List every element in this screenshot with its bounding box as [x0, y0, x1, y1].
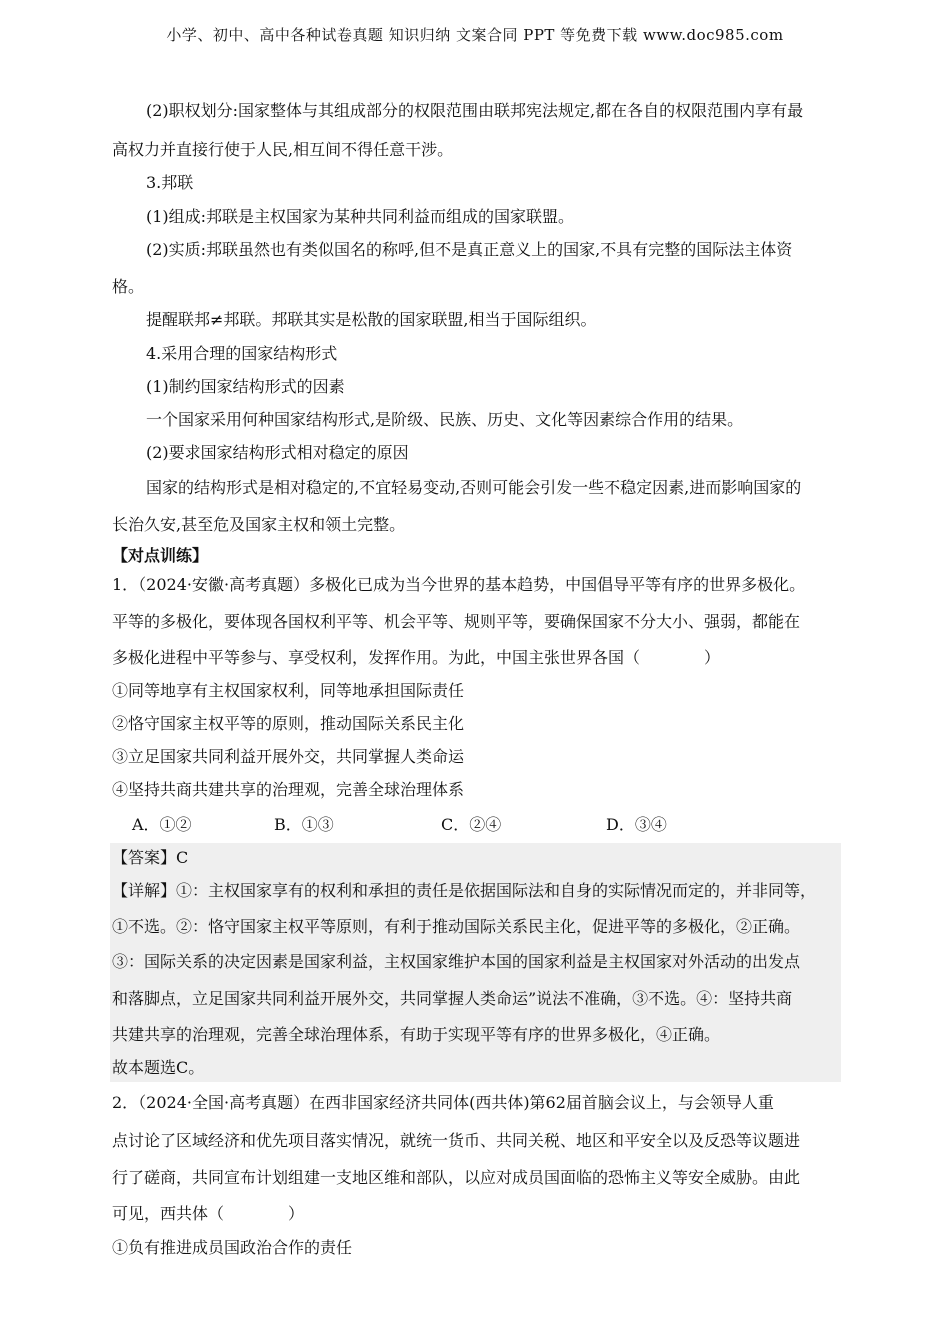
explanation-line: 共建共享的治理观，完善全球治理体系，有助于实现平等有序的世界多极化，④正确。: [112, 1025, 721, 1044]
statement-2: ②恪守国家主权平等的原则，推动国际关系民主化: [112, 714, 465, 733]
paragraph-line: (1)组成:邦联是主权国家为某种共同利益而组成的国家联盟。: [146, 207, 575, 226]
question-1-line: 平等的多极化，要体现各国权利平等、机会平等、规则平等，要确保国家不分大小、强弱，都能在: [112, 612, 801, 631]
option-b: B．①③: [274, 815, 334, 834]
option-c: C．②④: [441, 815, 502, 834]
subheading-4: 4.采用合理的国家结构形式: [146, 344, 338, 363]
paragraph-line: (1)制约国家结构形式的因素: [146, 377, 345, 396]
statement-4: ④坚持共商共建共享的治理观，完善全球治理体系: [112, 780, 465, 799]
paragraph-line: (2)职权划分:国家整体与其组成部分的权限范围由联邦宪法规定,都在各自的权限范围内享有最: [146, 101, 804, 120]
explanation-line: ①不选。②：恪守国家主权平等原则，有利于推动国际关系民主化，促进平等的多极化，②正确。: [112, 917, 801, 936]
paragraph-line: (2)要求国家结构形式相对稳定的原因: [146, 443, 409, 462]
reminder-line: 提醒联邦≠邦联。邦联其实是松散的国家联盟,相当于国际组织。: [146, 310, 597, 329]
paragraph-line: 国家的结构形式是相对稳定的,不宜轻易变动,否则可能会引发一些不稳定因素,进而影响国家的: [146, 478, 802, 497]
paragraph-line: 高权力并直接行使于人民,相互间不得任意干涉。: [112, 140, 454, 159]
explanation-line: 和落脚点，立足国家共同利益开展外交，共同掌握人类命运”说法不准确，③不选。④：坚持共商: [112, 989, 793, 1008]
statement-1: ①负有推进成员国政治合作的责任: [112, 1238, 353, 1257]
statement-1: ①同等地享有主权国家权利，同等地承担国际责任: [112, 681, 465, 700]
question-2-line: 点讨论了区域经济和优先项目落实情况，就统一货币、共同关税、地区和平安全以及反恐等议题进: [112, 1131, 801, 1150]
question-2-line: 2．（2024·全国·高考真题）在西非国家经济共同体(西共体)第62届首脑会议上，与会领导人重: [112, 1093, 774, 1112]
explanation-line: 故本题选C。: [112, 1058, 205, 1077]
question-2-line: 行了磋商，共同宣布计划组建一支地区维和部队，以应对成员国面临的恐怖主义等安全威胁。由此: [112, 1168, 801, 1187]
page-header: 小学、初中、高中各种试卷真题 知识归纳 文案合同 PPT 等免费下载 www.doc985.com: [166, 26, 784, 44]
question-2-line: 可见，西共体（ ）: [112, 1204, 305, 1223]
explanation-line: ③：国际关系的决定因素是国家利益，主权国家维护本国的国家利益是主权国家对外活动的出发点: [112, 952, 801, 971]
section-title: 【对点训练】: [112, 546, 209, 565]
option-d: D．③④: [606, 815, 667, 834]
statement-3: ③立足国家共同利益开展外交，共同掌握人类命运: [112, 747, 465, 766]
paragraph-line: 长治久安,甚至危及国家主权和领土完整。: [112, 515, 406, 534]
paragraph-line: 一个国家采用何种国家结构形式,是阶级、民族、历史、文化等因素综合作用的结果。: [146, 410, 744, 429]
paragraph-line: (2)实质:邦联虽然也有类似国名的称呼,但不是真正意义上的国家,不具有完整的国际法主体资: [146, 240, 793, 259]
subheading-3: 3.邦联: [146, 173, 194, 192]
paragraph-line: 格。: [112, 277, 145, 296]
option-a: A．①②: [132, 815, 192, 834]
question-1-line: 多极化进程中平等参与、享受权利，发挥作用。为此，中国主张世界各国（ ）: [112, 648, 721, 667]
question-1-line: 1．（2024·安徽·高考真题）多极化已成为当今世界的基本趋势，中国倡导平等有序的世界多极化。: [112, 575, 806, 594]
explanation-line: 【详解】①：主权国家享有的权利和承担的责任是依据国际法和自身的实际情况而定的，并非同等，: [112, 881, 817, 900]
answer-line: 【答案】C: [112, 848, 189, 867]
